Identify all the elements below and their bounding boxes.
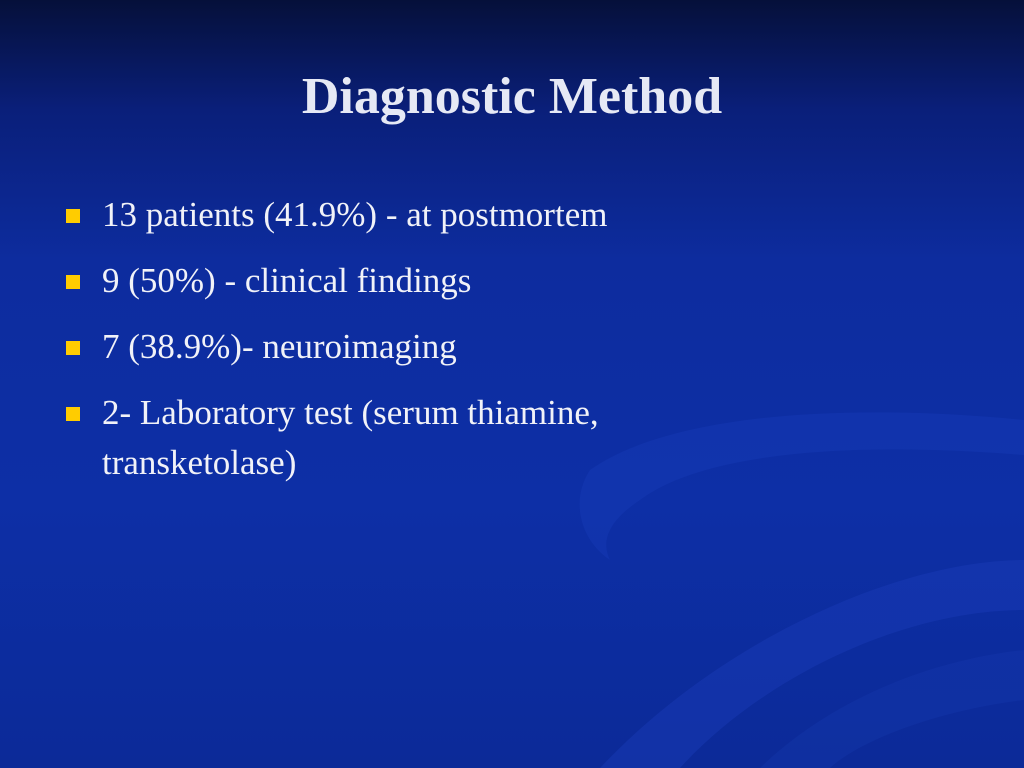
bullet-text: 7 (38.9%)- neuroimaging: [102, 327, 457, 366]
square-bullet-icon: [66, 209, 80, 223]
bullet-item: [64, 388, 784, 488]
square-bullet-icon: [66, 341, 80, 355]
bullet-text: 2- Laboratory test (serum thiamine, transketolase): [102, 393, 599, 482]
bullet-item: [64, 190, 784, 240]
bullet-text: 9 (50%) - clinical findings: [102, 261, 472, 300]
bullet-text: 13 patients (41.9%) - at postmortem: [102, 195, 608, 234]
bullet-list: [64, 190, 784, 504]
slide-title: Diagnostic Method: [301, 68, 723, 125]
bullet-item: [64, 256, 784, 306]
square-bullet-icon: [66, 407, 80, 421]
bullet-item: [64, 322, 784, 372]
square-bullet-icon: [66, 275, 80, 289]
